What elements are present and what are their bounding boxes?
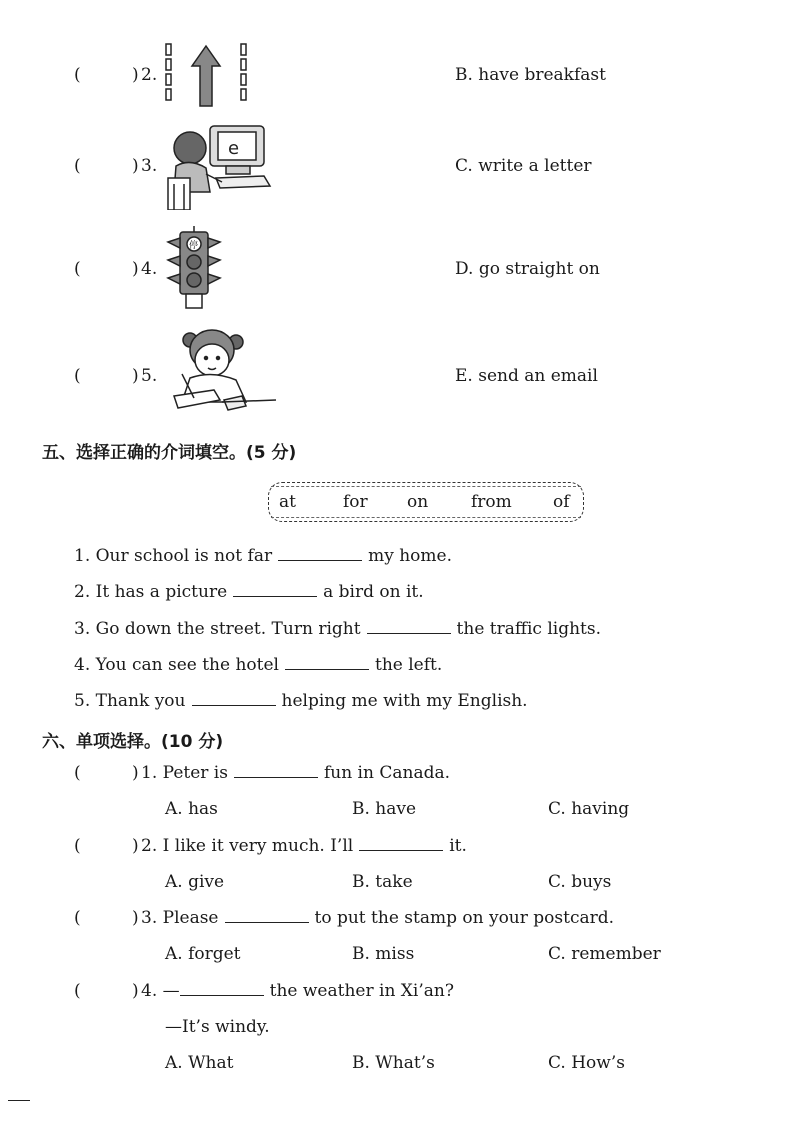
option-c: C. remember	[548, 944, 661, 964]
answer-paren-close: )	[132, 981, 139, 1001]
answer-blank[interactable]	[359, 836, 443, 851]
word-bank-word: at	[279, 492, 296, 512]
answer-blank[interactable]	[234, 763, 318, 778]
question-number: 1.	[141, 763, 158, 783]
word-bank-word: for	[343, 492, 368, 512]
question-text: fun in Canada.	[323, 763, 450, 783]
option-a: A. forget	[165, 944, 241, 964]
girl-writing-icon	[168, 326, 278, 416]
word-bank-word: on	[407, 492, 429, 512]
traffic-light-char: 停	[189, 241, 199, 251]
option-a: A. has	[165, 799, 218, 819]
answer-paren-open: (	[74, 908, 81, 928]
word-bank-word: of	[553, 492, 570, 512]
option-b: B. take	[352, 872, 413, 892]
option-c: C. having	[548, 799, 630, 819]
question-number: 2.	[141, 836, 158, 856]
question-text: 1. Our school is not far	[74, 546, 273, 566]
question-text: Peter is	[162, 763, 228, 783]
word-bank-word: from	[471, 492, 512, 512]
question-text: the weather in Xi’an?	[269, 981, 454, 1001]
arrow-straight-icon	[160, 42, 252, 108]
answer-paren-close: )	[132, 65, 139, 85]
word-bank-box	[268, 482, 584, 522]
answer-paren-open: (	[74, 981, 81, 1001]
option-b: B. have	[352, 799, 417, 819]
option-d: D. go straight on	[455, 259, 600, 279]
traffic-light-icon	[166, 224, 226, 310]
answer-blank[interactable]	[192, 691, 276, 706]
answer-paren-open: (	[74, 156, 81, 176]
item-number: 2.	[141, 65, 158, 85]
question-text: a bird on it.	[323, 582, 424, 602]
answer-paren-close: )	[132, 836, 139, 856]
question-text: 5. Thank you	[74, 691, 186, 711]
item-number: 4.	[141, 259, 158, 279]
section5-title: 五、选择正确的介词填空。(5 分)	[42, 443, 297, 463]
answer-blank[interactable]	[367, 619, 451, 634]
section6-title: 六、单项选择。(10 分)	[42, 732, 224, 752]
question-number: 4.	[141, 981, 158, 1001]
question-text: —	[162, 981, 180, 1001]
page-corner-rule	[8, 1100, 30, 1101]
question-text: to put the stamp on your postcard.	[314, 908, 615, 928]
answer-paren-open: (	[74, 65, 81, 85]
fill-in-question	[74, 546, 452, 566]
option-b: B. have breakfast	[455, 65, 606, 85]
question-text: I like it very much. I’ll	[162, 836, 354, 856]
item-number: 5.	[141, 366, 158, 386]
question-text: my home.	[368, 546, 452, 566]
item-number: 3.	[141, 156, 158, 176]
answer-paren-close: )	[132, 156, 139, 176]
answer-blank[interactable]	[225, 908, 309, 923]
question-text: it.	[449, 836, 467, 856]
answer-blank[interactable]	[233, 582, 317, 597]
fill-in-question	[74, 619, 601, 639]
question-text: the left.	[374, 655, 443, 675]
choice-question	[141, 908, 614, 928]
question-text: helping me with my English.	[281, 691, 528, 711]
option-a: A. give	[165, 872, 225, 892]
option-a: A. What	[165, 1053, 234, 1073]
svg-text:e: e	[228, 138, 240, 159]
option-c: C. How’s	[548, 1053, 625, 1073]
question-number: 3.	[141, 908, 158, 928]
choice-question	[141, 763, 450, 783]
option-c: C. buys	[548, 872, 612, 892]
option-b: B. What’s	[352, 1053, 435, 1073]
question-text: the traffic lights.	[456, 619, 601, 639]
fill-in-question	[74, 691, 528, 711]
choice-question	[141, 981, 454, 1001]
question-text: Please	[162, 908, 219, 928]
question-text: 2. It has a picture	[74, 582, 228, 602]
answer-blank[interactable]	[278, 546, 362, 561]
answer-blank[interactable]	[180, 981, 264, 996]
answer-paren-close: )	[132, 908, 139, 928]
answer-paren-open: (	[74, 836, 81, 856]
option-c: C. write a letter	[455, 156, 592, 176]
computer-user-icon	[166, 122, 278, 210]
answer-paren-close: )	[132, 366, 139, 386]
fill-in-question	[74, 582, 424, 602]
answer-paren-open: (	[74, 366, 81, 386]
dialogue-reply: —It’s windy.	[165, 1017, 270, 1037]
option-b: B. miss	[352, 944, 415, 964]
question-text: 3. Go down the street. Turn right	[74, 619, 361, 639]
question-text: 4. You can see the hotel	[74, 655, 279, 675]
answer-paren-open: (	[74, 763, 81, 783]
answer-blank[interactable]	[285, 655, 369, 670]
choice-question	[141, 836, 467, 856]
option-e: E. send an email	[455, 366, 598, 386]
fill-in-question	[74, 655, 442, 675]
answer-paren-close: )	[132, 259, 139, 279]
answer-paren-open: (	[74, 259, 81, 279]
answer-paren-close: )	[132, 763, 139, 783]
